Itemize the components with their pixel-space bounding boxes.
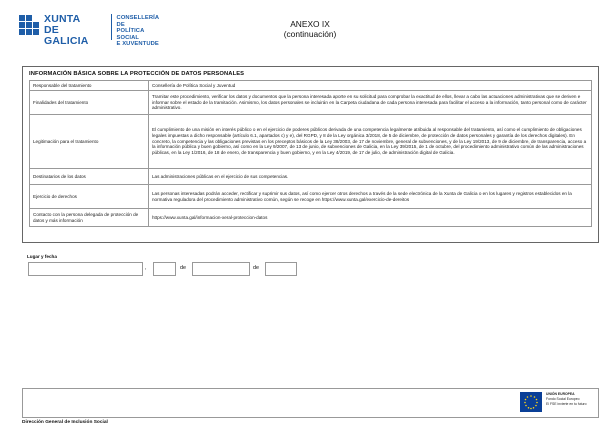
xunta-wordmark: [44, 14, 106, 47]
place-and-date-section: [22, 250, 597, 280]
xunta-logo: [18, 14, 168, 48]
eu-text: [546, 392, 587, 407]
row-label: Responsable del tratamiento: [30, 81, 149, 91]
table-row: [30, 169, 592, 185]
consellaria-line-3: E XUVENTUDE: [116, 41, 159, 48]
directorate-name: Dirección General de Inclusión Social: [22, 420, 108, 425]
table-row: [30, 115, 592, 169]
eu-line-3: El FSE invierte en tu futuro: [546, 402, 587, 406]
eu-funding-logo: [520, 392, 592, 414]
table-row: [30, 81, 592, 91]
logo-line-1: XUNTA: [44, 13, 81, 25]
de-separator-2: de: [253, 265, 259, 271]
table-row: [30, 209, 592, 227]
annex-subtitle: (continuación): [283, 29, 337, 39]
consellaria-line-1: CONSELLERÍA DE: [116, 15, 159, 28]
eu-line-1: UNIÓN EUROPEA: [546, 392, 575, 396]
place-field[interactable]: [28, 262, 143, 276]
consellaria-line-2: POLÍTICA SOCIAL: [116, 28, 145, 41]
row-value: https://www.xunta.gal/informacion-xeral-proteccion-datos: [149, 209, 592, 227]
place-date-label: Lugar y fecha: [27, 254, 57, 259]
comma-separator: ,: [145, 265, 147, 271]
row-value: Las personas interesadas podrán acceder, rectificar y suprimir sus datos, así como ejercer otros derechos a través de la sede electrónica de la Xunta de Galicia o en los lugares y registros establecidos en la normativa reguladora del procedimiento administrativo común, según se recoge en https://www.xunta.gal/exercicio-de-dereitos: [149, 185, 592, 209]
eu-line-2: Fondo Social Europeo: [546, 397, 580, 401]
year-field[interactable]: [265, 262, 297, 276]
page-header: [0, 0, 615, 60]
row-value: Tramitar este procedimiento, verificar los datos y documentos que la persona interesada aporte en su solicitud para comprobar la exactitud de ellos, llevar a cabo las actuaciones administrativas que se deriven e informar sobre el estado de la tramitación. Asimismo, los datos personales se incluirán en la Carpeta ciudadana de cada persona interesada para facilitar el acceso a la información, tanto personal como de carácter administrativo.: [149, 91, 592, 115]
day-field[interactable]: [153, 262, 176, 276]
row-value: Las administraciones públicas en el ejercicio de sus competencias.: [149, 169, 592, 185]
row-label: Destinatarios de los datos: [30, 169, 149, 185]
row-label: Contacto con la persona delegada de protección de datos y más información: [30, 209, 149, 227]
table-row: [30, 91, 592, 115]
data-protection-box: [22, 66, 599, 243]
de-separator-1: de: [180, 265, 186, 271]
annex-heading: [260, 19, 360, 39]
xunta-emblem-icon: [18, 14, 40, 40]
row-label: Ejercicio de derechos: [30, 185, 149, 209]
row-label: Finalidades del tratamiento: [30, 91, 149, 115]
logo-divider: [111, 14, 112, 40]
row-value: El cumplimiento de una misión en interés público o en el ejercicio de poderes públicos derivada de una competencia legalmente atribuida al responsable del tratamiento, así como el cumplimiento de obligaciones legales impuestas a dicho responsable (artículo 6.1, apartados c) y e), del RGPD, y 8 de la Ley orgánica 3/2018, de 5 de diciembre, de protección de datos personales y garantía de los derechos digitales). En concreto, la competencia y las obligaciones previstas en los preceptos básicos de la Ley 38/2003, de 17 de noviembre, general de subvenciones, y de la Ley 19/2013, de 9 de diciembre, de transparencia, acceso a la información pública y buen gobierno, así como en la Ley 9/2007, de 13 de junio, de subvenciones de Galicia, en la Ley 39/2015, de 1 de octubre, del procedimiento administrativo común de las administraciones públicas, en la Ley 1/2016, de 18 de enero, de transparencia y buen gobierno, y en la Ley 4/2019, de 17 de julio, de administración digital de Galicia.: [149, 115, 592, 169]
month-field[interactable]: [192, 262, 250, 276]
table-row: [30, 185, 592, 209]
row-value: Consellería de Política Social y Juventud: [149, 81, 592, 91]
row-label: Legitimación para el tratamiento: [30, 115, 149, 169]
eu-flag-icon: [520, 392, 542, 412]
consellaria-name: [117, 15, 168, 48]
annex-title: ANEXO IX: [290, 19, 330, 29]
footer-box: [22, 388, 599, 418]
logo-line-2: DE GALICIA: [44, 24, 89, 47]
data-protection-title: INFORMACIÓN BÁSICA SOBRE LA PROTECCIÓN DE DATOS PERSONALES: [29, 71, 245, 77]
data-protection-table: [29, 80, 592, 227]
